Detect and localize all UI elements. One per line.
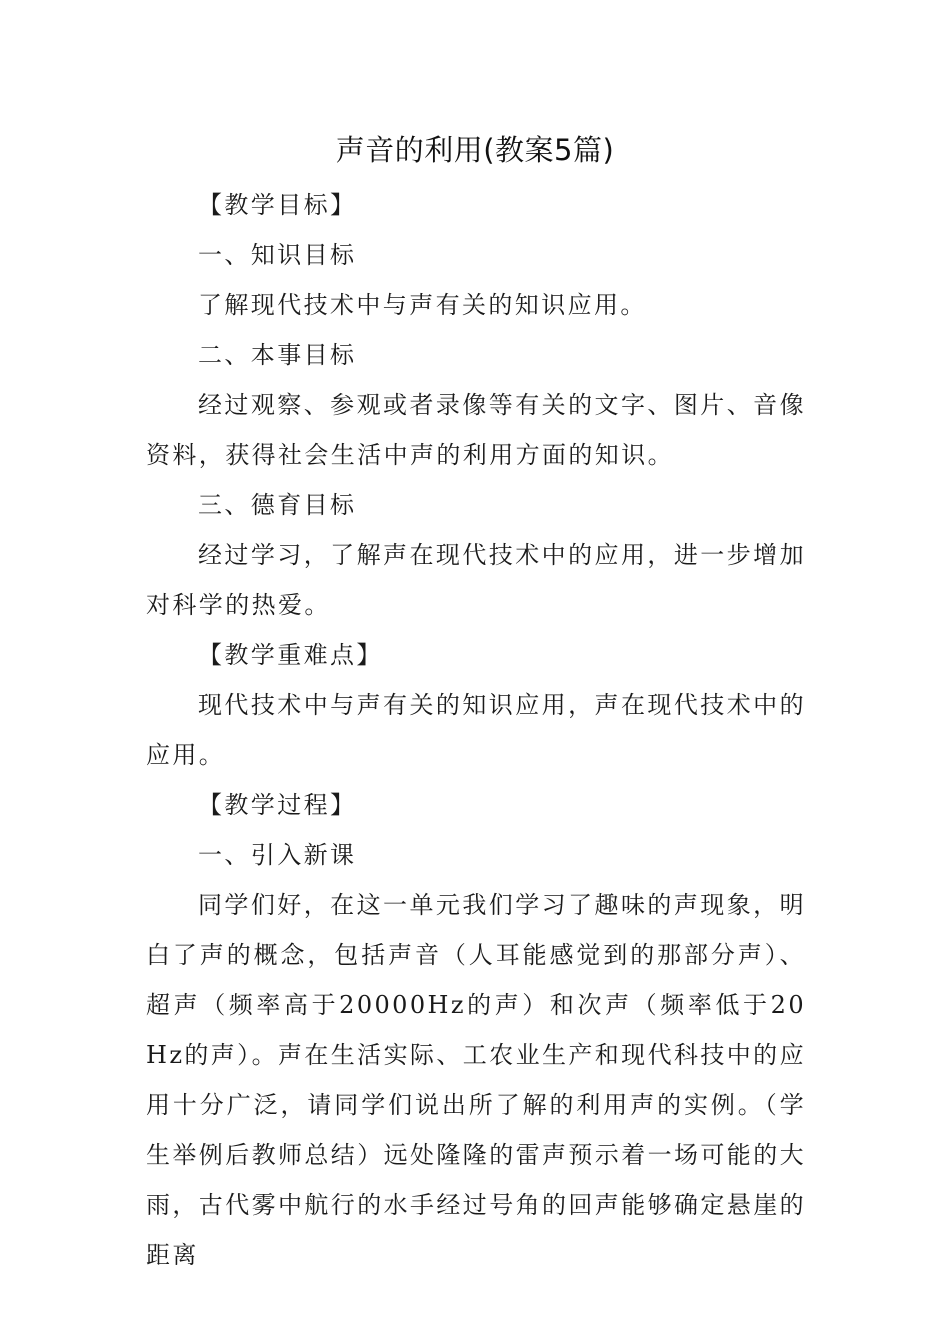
document-title: 声音的利用(教案5篇) (335, 133, 615, 167)
section-heading-teaching-goals: 【教学目标】 (198, 191, 357, 219)
subheading-moral-goals: 三、德育目标 (198, 491, 357, 519)
subheading-knowledge-goals: 一、知识目标 (198, 241, 357, 269)
section-heading-teaching-process: 【教学过程】 (198, 791, 357, 819)
paragraph: 了解现代技术中与声有关的知识应用。 (198, 291, 647, 319)
subheading-introduction: 一、引入新课 (198, 841, 357, 869)
document-body (146, 180, 806, 1280)
section-heading-key-points: 【教学重难点】 (198, 641, 383, 669)
paragraph: 经过学习，了解声在现代技术中的应用，进一步增加对科学的热爱。 (146, 541, 806, 619)
subheading-ability-goals: 二、本事目标 (198, 341, 357, 369)
paragraph: 同学们好，在这一单元我们学习了趣味的声现象，明白了声的概念，包括声音（人耳能感觉到的那部分声）、超声（频率高于20000Hz的声）和次声（频率低于20Hz的声）。声在生活实际、工农业生产和现代科技中的应用十分广泛，请同学们说出所了解的利用声的实例。（学生举例后教师总结）远处隆隆的雷声预示着一场可能的大雨，古代雾中航行的水手经过号角的回声能够确定悬崖的距离 (146, 891, 806, 1269)
paragraph: 现代技术中与声有关的知识应用，声在现代技术中的应用。 (146, 691, 806, 769)
paragraph: 经过观察、参观或者录像等有关的文字、图片、音像资料，获得社会生活中声的利用方面的知识。 (146, 391, 806, 469)
